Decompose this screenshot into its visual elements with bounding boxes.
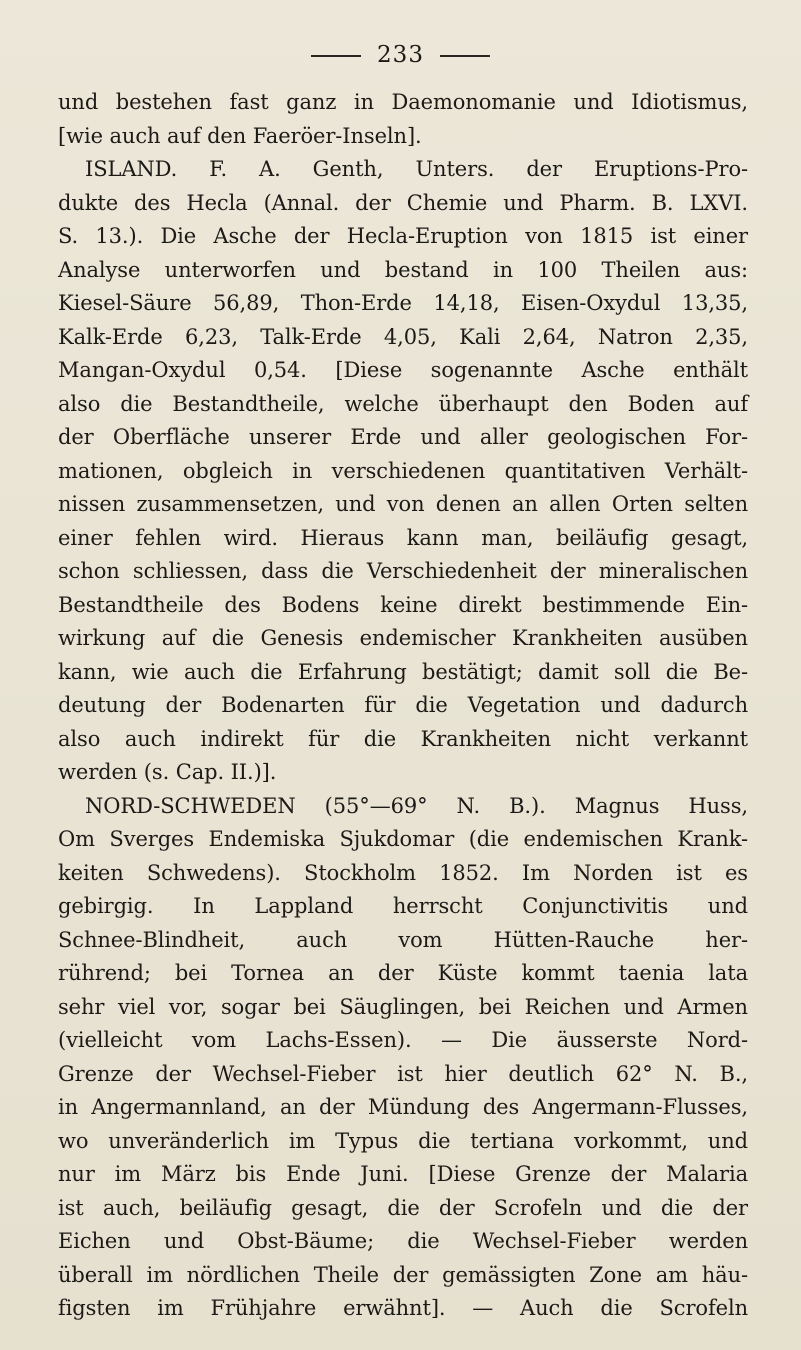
- text-line: gebirgig. In Lappland herrscht Conjunctivitis und: [58, 894, 748, 918]
- text-line: ist auch, beiläufig gesagt, die der Scrofeln und die der: [58, 1195, 748, 1220]
- text-line: Om Sverges Endemiska Sjukdomar (die endemischen Krank-: [58, 827, 748, 851]
- text-line: Kiesel-Säure 56,89, Thon-Erde 14,18, Eisen-Oxydul 13,35,: [58, 291, 748, 315]
- text-line: Schnee-Blindheit, auch vom Hütten-Rauche her-: [58, 927, 748, 952]
- text-line: also auch indirekt für die Krankheiten nicht verkannt: [58, 726, 748, 751]
- text-line: und bestehen fast ganz in Daemonomanie und Idiotismus,: [58, 90, 748, 114]
- text-line: keiten Schwedens). Stockholm 1852. Im Norden ist es: [58, 860, 748, 885]
- text-line: figsten im Frühjahre erwähnt]. — Auch die Scrofeln: [58, 1296, 748, 1320]
- text-line: also die Bestandtheile, welche überhaupt den Boden auf: [58, 391, 748, 416]
- text-line: Bestandtheile des Bodens keine direkt bestimmende Ein-: [58, 592, 748, 617]
- text-line: kann, wie auch die Erfahrung bestätigt; damit soll die Be-: [58, 659, 748, 684]
- text-line: sehr viel vor, sogar bei Säuglingen, bei Reichen und Armen: [58, 994, 748, 1019]
- text-line: Eichen und Obst-Bäume; die Wechsel-Fieber werden: [58, 1229, 748, 1253]
- header-rule-left: [311, 55, 361, 57]
- text-line: überall im nördlichen Theile der gemässigten Zone am häu-: [58, 1262, 748, 1287]
- text-line: nur im März bis Ende Juni. [Diese Grenze der Malaria: [58, 1162, 748, 1186]
- text-line: der Oberfläche unserer Erde und aller geologischen For-: [58, 425, 748, 449]
- text-line: NORD-SCHWEDEN (55°—69° N. B.). Magnus Huss,: [85, 793, 748, 818]
- text-line: [wie auch auf den Faeröer-Inseln].: [58, 123, 422, 148]
- text-line: schon schliessen, dass die Verschiedenheit der mineralischen: [58, 559, 748, 583]
- text-line: wo unveränderlich im Typus die tertiana vorkommt, und: [58, 1128, 748, 1153]
- text-line: S. 13.). Die Asche der Hecla-Eruption von 1815 ist einer: [58, 224, 748, 248]
- text-line: (vielleicht vom Lachs-Essen). — Die äusserste Nord-: [58, 1028, 748, 1052]
- text-line: Analyse unterworfen und bestand in 100 Theilen aus:: [58, 257, 748, 282]
- text-line: Mangan-Oxydul 0,54. [Diese sogenannte Asche enthält: [58, 358, 748, 382]
- text-line: dukte des Hecla (Annal. der Chemie und Pharm. B. LXVI.: [58, 190, 748, 215]
- text-line: Kalk-Erde 6,23, Talk-Erde 4,05, Kali 2,64, Natron 2,35,: [58, 324, 748, 349]
- text-line: wirkung auf die Genesis endemischer Krankheiten ausüben: [58, 626, 748, 650]
- text-line: nissen zusammensetzen, und von denen an allen Orten selten: [58, 492, 748, 516]
- page-header: [0, 40, 801, 70]
- text-line: rührend; bei Tornea an der Küste kommt taenia lata: [58, 961, 748, 985]
- text-line: in Angermannland, an der Mündung des Angermann-Flusses,: [58, 1095, 748, 1119]
- header-rule-right: [440, 55, 490, 57]
- text-line: ISLAND. F. A. Genth, Unters. der Eruptions-Pro-: [85, 157, 748, 181]
- text-line: werden (s. Cap. II.)].: [58, 760, 277, 784]
- body-text: [58, 86, 748, 1326]
- text-line: einer fehlen wird. Hieraus kann man, beiläufig gesagt,: [58, 525, 748, 550]
- page-number: 233: [377, 42, 424, 68]
- text-line: deutung der Bodenarten für die Vegetation und dadurch: [58, 693, 748, 717]
- text-line: Grenze der Wechsel-Fieber ist hier deutlich 62° N. B.,: [58, 1061, 748, 1086]
- text-line: mationen, obgleich in verschiedenen quantitativen Verhält-: [58, 458, 748, 483]
